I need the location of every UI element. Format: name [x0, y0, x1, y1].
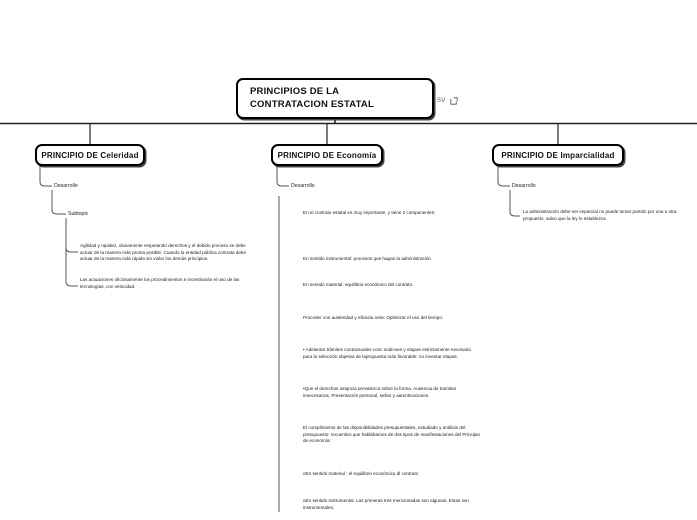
leaf-text: Agilidad y rapidez, obviamente respetando derechos y el debido proceso se debe actuar de la manera más pronta posible. Cuando la entidad pública contrata debe actuar de la manera más rápida sin violar los demás principios.	[80, 243, 246, 262]
leaf-text: oEn sentido material : el equilibrio económico dl contrato	[303, 471, 419, 476]
leaf-text: La administración debe ser imparcial no puede tomar partido por una u otra propuesto, salvo que la ley lo establezca	[523, 209, 677, 221]
root-title-line-2: CONTRATACION ESTATAL	[250, 98, 374, 110]
leaf-economia-8[interactable]	[303, 471, 483, 478]
leaf-economia-4[interactable]	[303, 315, 478, 322]
leaf-text: Proceder con austeridad y eficacia neta. Optimizar el uso del tiempo.	[303, 315, 444, 320]
leaf-economia-1[interactable]	[303, 210, 481, 217]
leaf-economia-2[interactable]	[303, 256, 483, 263]
leaf-text: En sentido material: equilibrio económico del contrato.	[303, 282, 414, 287]
subnode-label: Desarrollo	[291, 183, 315, 189]
leaf-text: En sentido instrumental: procesos que hagan la administración	[303, 256, 431, 261]
subnode-label: Desarrollo	[512, 183, 536, 189]
leaf-economia-9[interactable]	[303, 498, 483, 511]
branch-node-economia[interactable]	[271, 144, 383, 166]
branch-node-imparcialidad[interactable]	[492, 144, 624, 166]
root-node[interactable]	[236, 78, 434, 119]
root-title-line-1: PRINCIPIOS DE LA	[250, 86, 340, 97]
root-node-label	[250, 86, 374, 111]
subnode-economia-desarrollo[interactable]	[291, 183, 315, 189]
leaf-economia-6[interactable]	[303, 386, 481, 399]
leaf-text: Las actuaciones oficiosamente los procedimientos e incentivarán el uso de las tecnologías, con velocidad.	[80, 277, 240, 289]
leaf-text: El cumplimiento de las disponibilidades presupuestales, estudiado y análisis del presupuesto: recuerden que hablábamos de dos tipos de manifestaciones del Principio de economía:	[303, 425, 480, 444]
clipped-line-1	[0, 206, 28, 213]
leaf-text: En el contrato estatal es muy importante, y tiene 2 componentes:	[303, 210, 436, 215]
leaf-economia-3[interactable]	[303, 282, 483, 289]
leaf-economia-7[interactable]	[303, 425, 481, 445]
branch-label-economia: PRINCIPIO DE Economía	[277, 150, 377, 160]
branch-label-imparcialidad: PRINCIPIO DE Imparcialidad	[501, 150, 615, 160]
clipped-line-3	[0, 228, 28, 235]
leaf-text: oEn sentido instrumental. Las primeras tres mencionadas son algunas. Estas son instrumentales.	[303, 498, 469, 510]
clipped-left-leaf[interactable]	[0, 206, 28, 271]
subnode-label: Subtopic	[68, 211, 89, 217]
leaf-text: • Adelantar trámites contractuales conc ondicoes y etapas estrictamente necesaria para la selección objetiva de lapropuesta más favorable: no inventar etapas.	[303, 347, 471, 359]
external-link-icon[interactable]	[450, 92, 458, 110]
subnode-label: Desarrollo	[54, 183, 78, 189]
leaf-imparcialidad-1[interactable]	[523, 209, 695, 222]
clipped-line-6	[0, 261, 28, 268]
sv-label: SV	[437, 98, 446, 104]
branch-node-celeridad[interactable]	[35, 144, 145, 166]
clipped-line-2	[0, 217, 28, 224]
leaf-text: •Que el derechos ustqncia prevalezca sobre la forma. Ausencia de tramites innecesarios, Presentación personal, sellos y autenticaciones.	[303, 386, 457, 398]
subnode-imparcialidad-desarrollo[interactable]	[512, 183, 536, 189]
subnode-celeridad-desarrollo[interactable]	[54, 183, 78, 189]
leaf-celeridad-1[interactable]	[80, 243, 255, 263]
leaf-economia-5[interactable]	[303, 347, 481, 360]
clipped-line-4	[0, 239, 28, 246]
clipped-line-5	[0, 250, 28, 257]
branch-label-celeridad: PRINCIPIO DE Celeridad	[41, 150, 139, 160]
subnode-celeridad-subtopic[interactable]	[68, 211, 88, 217]
leaf-celeridad-2[interactable]	[80, 277, 255, 290]
sv-badge[interactable]	[437, 92, 458, 110]
